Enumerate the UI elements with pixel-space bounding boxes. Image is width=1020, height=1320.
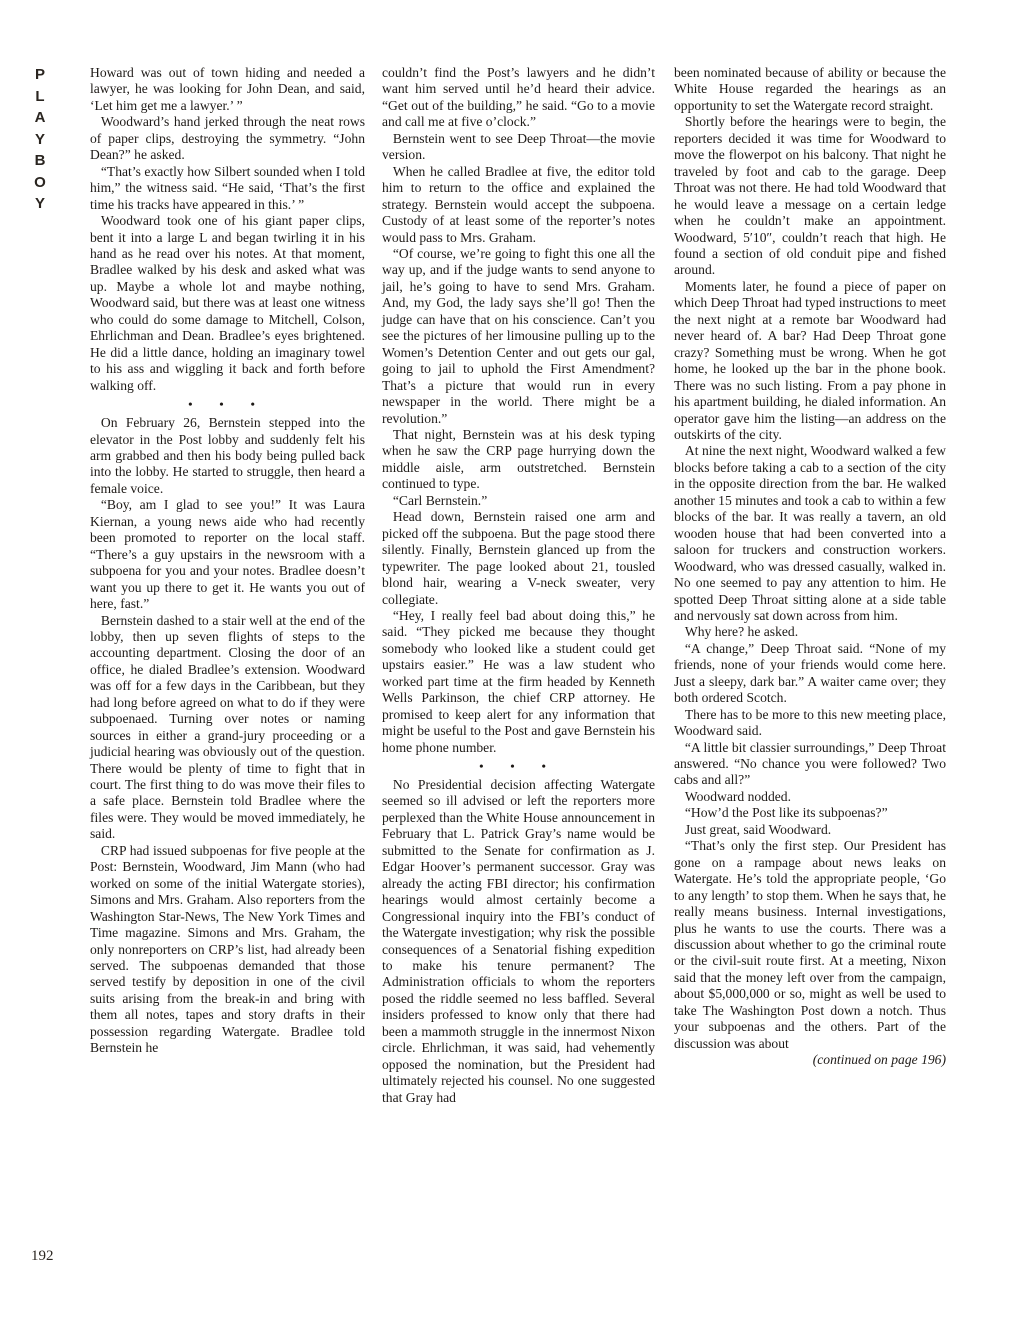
section-break: • • • — [479, 759, 558, 774]
magazine-name-vertical — [28, 64, 52, 215]
paragraph: “Boy, am I glad to see you!” It was Laura Kiernan, a young news aide who had recently been promoted to reporter on the local staff. “There’s a guy upstairs in the newsroom with a subpoena for you and your notes. Bradlee doesn’t want you up there to get it. He wants you out of here, fast.” — [90, 497, 365, 612]
continued-note: (continued on page 196) — [812, 1052, 946, 1068]
page-number: 192 — [31, 1248, 54, 1264]
paragraph: Shortly before the hearings were to begin, the reporters decided it was time for Woodward to move the flowerpot on his balcony. That night he traveled by foot and cab to the garage. Deep Throat was not there. He had told Woodward that he would leave a message on a certain ledge when he couldn’t make an appointment. Woodward, 5′10″, couldn’t reach that high. He found a section of old conduit pipe and fished around. — [674, 114, 946, 278]
paragraph: Bernstein dashed to a stair well at the end of the lobby, then up seven flights of steps to the accounting department. Closing the door of an office, he dialed Bradlee’s extension. Woodward was off for a few days in the Caribbean, but they had long before agreed on what to do if they were subpoenaed. Turning over notes or naming sources in either a grand-jury proceeding or a judicial hearing was obviously out of the question. There would be plenty of time to fight that in court. The first thing to do was move their files to a safe place. Bernstein told Bradlee where the files were. They would be moved immediately, he said. — [90, 612, 365, 842]
section-break: • • • — [188, 397, 267, 412]
paragraph: Woodward nodded. — [684, 788, 791, 804]
paragraph: been nominated because of ability or because the White House regarded the hearings as an opportunity to set the Watergate record straight. — [674, 65, 946, 113]
paragraph: When he called Bradlee at five, the editor told him to return to the office and explained the strategy. Bernstein would accept the subpoena. Custody of at least some of the reporter’s notes would pass to Mrs. Graham. — [382, 163, 655, 245]
paragraph: “That’s only the first step. Our President has gone on a rampage about news leaks on Watergate. He’s told the appropriate people, ‘Go to any length’ to stop them. When he says that, he really means business. Internal investigations, plus he wants to use the courts. There was a discussion about whether to go the criminal route or the civil-suit route first. At a meeting, Nixon said that the money left over from the campaign, about $5,000,000 or so, might as well be used to take The Washington Post down a notch. Thus your subpoenas and the others. Part of the discussion was about — [674, 838, 946, 1051]
article-column-1 — [90, 65, 365, 1057]
paragraph: couldn’t find the Post’s lawyers and he didn’t want him served until he’d heard their advice. “Get out of the building,” he said. “Go to a movie and call me at five o’clock.” — [382, 65, 655, 130]
sidebar-letter: A — [34, 109, 46, 126]
paragraph: On February 26, Bernstein stepped into the elevator in the Post lobby and suddenly felt his arm grabbed and then his body being pulled back into the lobby. He started to struggle, then heard a female voice. — [90, 415, 365, 496]
paragraph: That night, Bernstein was at his desk typing when he saw the CRP page hurrying down the middle aisle, arm outstretched. Bernstein continued to type. — [382, 426, 655, 492]
paragraph: Bernstein went to see Deep Throat—the movie version. — [382, 130, 655, 163]
sidebar-letter: P — [34, 66, 45, 83]
paragraph: Why here? he asked. — [684, 624, 799, 640]
article-column-2 — [382, 65, 655, 1106]
paragraph: “Hey, I really feel bad about doing this,” he said. “They picked me because they thought somebody who looked like a student could get upstairs easier.” He was a law student who worked part time at the firm headed by Kenneth Wells Parkinson, the chief CRP attorney. He promised to keep alert for any information that might be useful to the Post and gave Bernstein his home phone number. — [382, 607, 655, 755]
paragraph: There has to be more to this new meeting place, Woodward said. — [674, 706, 946, 739]
paragraph: “That’s exactly how Silbert sounded when I told him,” the witness said. “He said, ‘That’s the first time his tracks have appeared in this.’ ” — [90, 163, 365, 212]
sidebar-letter: O — [34, 173, 46, 191]
paragraph: “A little bit classier surroundings,” Deep Throat answered. “No chance you were followed? Two cabs and all?” — [674, 739, 946, 788]
paragraph: Woodward’s hand jerked through the neat rows of paper clips, destroying the symmetry. “John Dean?” he asked. — [90, 114, 365, 163]
paragraph: Moments later, he found a piece of paper on which Deep Throat had typed instructions to meet the next night at a remote bar Woodward had never heard of. A bar? Had Deep Throat gone crazy? Something must be wrong. When he got home, he looked up the bar in the phone book. There was no such listing. From a pay phone in his apartment building, he dialed information. An operator gave him the listing—an address on the outskirts of the city. — [674, 278, 946, 442]
article-column-3 — [674, 65, 946, 1069]
sidebar-letter: Y — [34, 130, 45, 148]
paragraph: “Of course, we’re going to fight this one all the way up, and if the judge wants to send anyone to jail, he’s going to have to send Mrs. Graham. And, my God, the lady says she’ll go! Then the judge can have that on his conscience. Can’t you see the pictures of her limousine pulling up to the Women’s Detention Center and out gets our gal, going to jail to uphold the First Amendment? That’s a picture that would run in every newspaper in the world. There might be a revolution.” — [382, 245, 655, 426]
paragraph: “A change,” Deep Throat said. “None of my friends, none of your friends would come here. Just a sleepy, dark bar.” A waiter came over; they both ordered Scotch. — [674, 640, 946, 706]
sidebar-letter: B — [34, 152, 46, 169]
paragraph: Just great, said Woodward. — [684, 821, 832, 837]
paragraph: “How’d the Post like its subpoenas?” — [684, 805, 888, 821]
paragraph: Woodward took one of his giant paper clips, bent it into a large L and began twirling it in his hand as he read over his notes. At that moment, Bradlee walked by his desk and asked what was up. Maybe a whole lot and maybe nothing, Woodward said, but there was at least one witness who could do some damage to Mitchell, Colson, Ehrlichman and Dean. Bradlee’s eyes brightened. He did a little dance, holding an imaginary towel to his ass and wiggling it back and forth before walking off. — [90, 213, 365, 393]
paragraph: Howard was out of town hiding and needed a lawyer, he was looking for John Dean, and said, ‘Let him get me a lawyer.’ ” — [90, 65, 365, 113]
sidebar-letter: Y — [34, 195, 45, 212]
paragraph: “Carl Bernstein.” — [392, 492, 488, 508]
paragraph: At nine the next night, Woodward walked a few blocks before taking a cab to a section of the city in the opposite direction from the bar. He walked another 15 minutes and took a cab to within a few blocks of the bar. It was really a tavern, an old wooden house that had been converted into a saloon for truckers and construction workers. Woodward, who was dressed casually, walked in. No one seemed to pay any attention to him. He spotted Deep Throat sitting alone at a side table and nervously sat down across from him. — [674, 443, 946, 623]
paragraph: No Presidential decision affecting Watergate seemed so ill advised or left the reporters more perplexed than the White House announcement in February that L. Patrick Gray’s name would be submitted to the Senate for confirmation as J. Edgar Hoover’s permanent successor. Gray was already the acting FBI director; his confirmation hearings would almost certainly become a Congressional inquiry into the FBI’s conduct of the Watergate investigation; why risk the possible consequences of a Senatorial fishing expedition to make his tenure permanent? The Administration officials to whom the reporters posed the riddle seemed no less baffled. Several insiders professed to know only that there had been a mammoth struggle in the innermost Nixon circle. Ehrlichman, it was said, had vehemently opposed the nomination, but the President had ultimately rejected his counsel. No one suggested that Gray had — [382, 777, 655, 1105]
sidebar-letter: L — [35, 87, 45, 105]
paragraph: Head down, Bernstein raised one arm and picked off the subpoena. But the page stood there silently. Finally, Bernstein glanced up from the typewriter. The page looked about 21, tousled blond hair, wearing a V-neck sweater, very collegiate. — [382, 509, 655, 607]
paragraph: CRP had issued subpoenas for five people at the Post: Bernstein, Woodward, Jim Mann (who had worked on some of the initial Watergate stories), Simons and Mrs. Graham. Also reporters from the Washington Star-News, The New York Times and Time magazine. Simons and Mrs. Graham, the only nonreporters on CRP’s list, had already been served. The subpoenas demanded that those served testify by deposition in one of the civil suits arising from the break-in and bring with them all notes, tapes and story drafts in their possession regarding Watergate. Bradlee told Bernstein he — [90, 842, 365, 1056]
